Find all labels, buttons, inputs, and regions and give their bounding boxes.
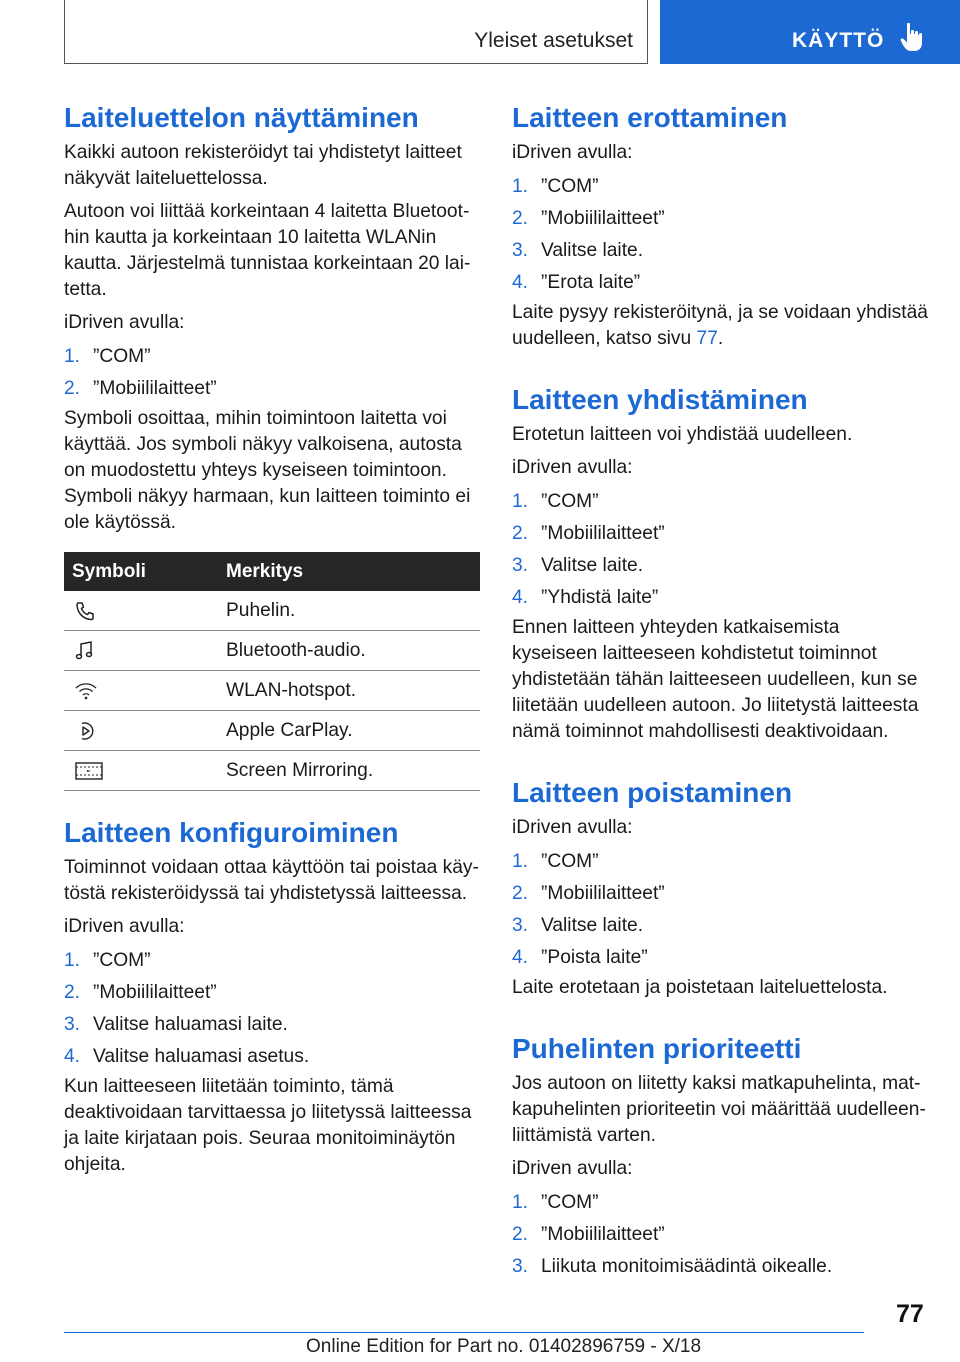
paragraph: iDriven avulla:	[512, 457, 633, 478]
list-item: 3. Valitse laite.	[512, 913, 928, 939]
list-item: 3. Valitse laite.	[512, 553, 928, 579]
section-title: Yleiset asetukset	[474, 29, 633, 52]
footer-edition: Online Edition for Part no. 01402896759 - X/18	[306, 1336, 702, 1357]
table-row	[64, 591, 480, 631]
step-number: 1.	[64, 346, 81, 367]
step-number: 3.	[512, 915, 529, 936]
paragraph: Laite pysyy rekisteröitynä, ja se voidaan yhdistää uudelleen, katso sivu 77.	[512, 302, 928, 349]
list-item: 4. ”Erota laite”	[512, 270, 928, 296]
step-number: 3.	[512, 555, 529, 576]
list-item: 2. ”Mobiililaitteet”	[512, 1222, 928, 1248]
paragraph: Ennen laitteen yhteyden katkaisemista kyseiseen laitteeseen kohdistetut toiminnot yhdistetään tähän laitteeseen uudelleen, kun se liitetään uudelleen autoon. Jo liitetystä laitteesta nämä toiminnot mahdollisesti deaktivoidaan.	[512, 617, 919, 742]
phone-icon	[74, 600, 96, 622]
paragraph: Erotetun laitteen voi yhdistää uudelleen.	[512, 424, 853, 445]
column-header-symbol: Symboli	[64, 552, 226, 591]
list-item: 2. ”Mobiililaitteet”	[512, 881, 928, 907]
list-item: 1. ”COM”	[512, 489, 928, 515]
list-item: 3. Valitse haluamasi laite.	[64, 1012, 480, 1038]
step-number: 1.	[512, 1192, 529, 1213]
table-cell: Bluetooth-audio.	[226, 631, 480, 671]
step-number: 2.	[512, 1224, 529, 1245]
list-item: 3. Valitse laite.	[512, 238, 928, 264]
right-column	[512, 100, 928, 1284]
step-number: 2.	[512, 523, 529, 544]
steps-list	[512, 1190, 928, 1280]
steps-list	[64, 948, 480, 1070]
step-number: 3.	[512, 1256, 529, 1277]
paragraph: Jos autoon on liitetty kaksi matkapuhelinta, matkapuhelinten prioriteetin voi määrittää uudelleenliittämistä varten.	[512, 1073, 926, 1146]
step-number: 2.	[512, 883, 529, 904]
table-header-row	[64, 552, 480, 591]
paragraph: Toiminnot voidaan ottaa käyttöön tai poistaa käytöstä rekisteröidyssä tai yhdistetyssä laitteessa.	[64, 857, 479, 904]
pointing-hand-icon	[900, 22, 924, 52]
step-number: 1.	[512, 491, 529, 512]
list-item: 4. ”Poista laite”	[512, 945, 928, 971]
heading-phone-priority: Puhelinten prioriteetti	[512, 1033, 802, 1064]
steps-list	[512, 174, 928, 296]
symbol-table	[64, 552, 480, 791]
step-number: 2.	[64, 378, 81, 399]
table-cell: Puhelin.	[226, 591, 480, 631]
paragraph: Kaikki autoon rekisteröidyt tai yhdistetyt laitteet näkyvät laiteluettelossa.	[64, 142, 462, 189]
list-item: 1. ”COM”	[512, 849, 928, 875]
step-number: 4.	[512, 587, 529, 608]
chapter-tab	[660, 0, 960, 64]
chapter-title: KÄYTTÖ	[792, 29, 885, 52]
heading-configure-device: Laitteen konfiguroiminen	[64, 817, 399, 848]
running-header-section	[64, 0, 648, 64]
paragraph: Symboli osoittaa, mihin toimintoon laitetta voi käyttää. Jos symboli näkyy valkoisena, autosta on muodostettu yhteys kyseiseen toimintoon. Symboli näkyy harmaan, kun laitteen toiminto ei ole käytössä.	[64, 408, 471, 533]
table-row	[64, 671, 480, 711]
left-column	[64, 100, 480, 1178]
step-number: 1.	[512, 176, 529, 197]
paragraph: iDriven avulla:	[512, 1158, 633, 1179]
paragraph: iDriven avulla:	[64, 916, 185, 937]
table-row	[64, 751, 480, 791]
step-number: 3.	[512, 240, 529, 261]
step-number: 1.	[64, 950, 81, 971]
page-reference-link[interactable]: 77	[696, 328, 718, 349]
step-number: 3.	[64, 1014, 81, 1035]
list-item: 1. ”COM”	[512, 174, 928, 200]
step-number: 1.	[512, 851, 529, 872]
table-cell: Screen Mirroring.	[226, 751, 480, 791]
footer-divider	[64, 1332, 864, 1333]
list-item: 3. Liikuta monitoimisäädintä oikealle.	[512, 1254, 928, 1280]
list-item: 2. ”Mobiililaitteet”	[512, 521, 928, 547]
list-item: 4. ”Yhdistä laite”	[512, 585, 928, 611]
steps-list	[512, 489, 928, 611]
page-number: 77	[896, 1300, 924, 1328]
steps-list	[512, 849, 928, 971]
step-number: 4.	[512, 272, 529, 293]
table-cell: WLAN-hotspot.	[226, 671, 480, 711]
list-item: 1. ”COM”	[512, 1190, 928, 1216]
column-header-meaning: Merkitys	[226, 552, 480, 591]
paragraph: iDriven avulla:	[512, 142, 633, 163]
paragraph: iDriven avulla:	[512, 817, 633, 838]
heading-device-list: Laiteluettelon näyttäminen	[64, 102, 419, 133]
paragraph: Kun laitteeseen liitetään toiminto, tämä deaktivoidaan tarvittaessa jo liitetyssä laitteessa ja laite kirjataan pois. Seuraa monitoiminäytön ohjeita.	[64, 1076, 472, 1175]
table-row	[64, 711, 480, 751]
table-row	[64, 631, 480, 671]
list-item: 2. ”Mobiililaitteet”	[512, 206, 928, 232]
step-number: 2.	[64, 982, 81, 1003]
play-circle-icon	[74, 720, 96, 742]
list-item: 1. ”COM”	[64, 344, 480, 370]
music-note-icon	[74, 640, 96, 662]
step-number: 4.	[64, 1046, 81, 1067]
heading-connect-device: Laitteen yhdistäminen	[512, 384, 808, 415]
heading-disconnect-device: Laitteen erottaminen	[512, 102, 788, 133]
paragraph: Autoon voi liittää korkeintaan 4 laitetta Bluetoothin kautta ja korkeintaan 10 laitetta WLANin kautta. Järjestelmä tunnistaa korkeintaan 20 laitetta.	[64, 201, 471, 300]
steps-list	[64, 344, 480, 402]
list-item: 4. Valitse haluamasi asetus.	[64, 1044, 480, 1070]
step-number: 2.	[512, 208, 529, 229]
wifi-icon	[74, 680, 98, 702]
screen-mirroring-icon	[74, 760, 104, 782]
list-item: 2. ”Mobiililaitteet”	[64, 980, 480, 1006]
table-cell: Apple CarPlay.	[226, 711, 480, 751]
paragraph: iDriven avulla:	[64, 312, 185, 333]
paragraph: Laite erotetaan ja poistetaan laiteluettelosta.	[512, 977, 888, 998]
heading-remove-device: Laitteen poistaminen	[512, 777, 793, 808]
step-number: 4.	[512, 947, 529, 968]
list-item: 2. ”Mobiililaitteet”	[64, 376, 480, 402]
list-item: 1. ”COM”	[64, 948, 480, 974]
